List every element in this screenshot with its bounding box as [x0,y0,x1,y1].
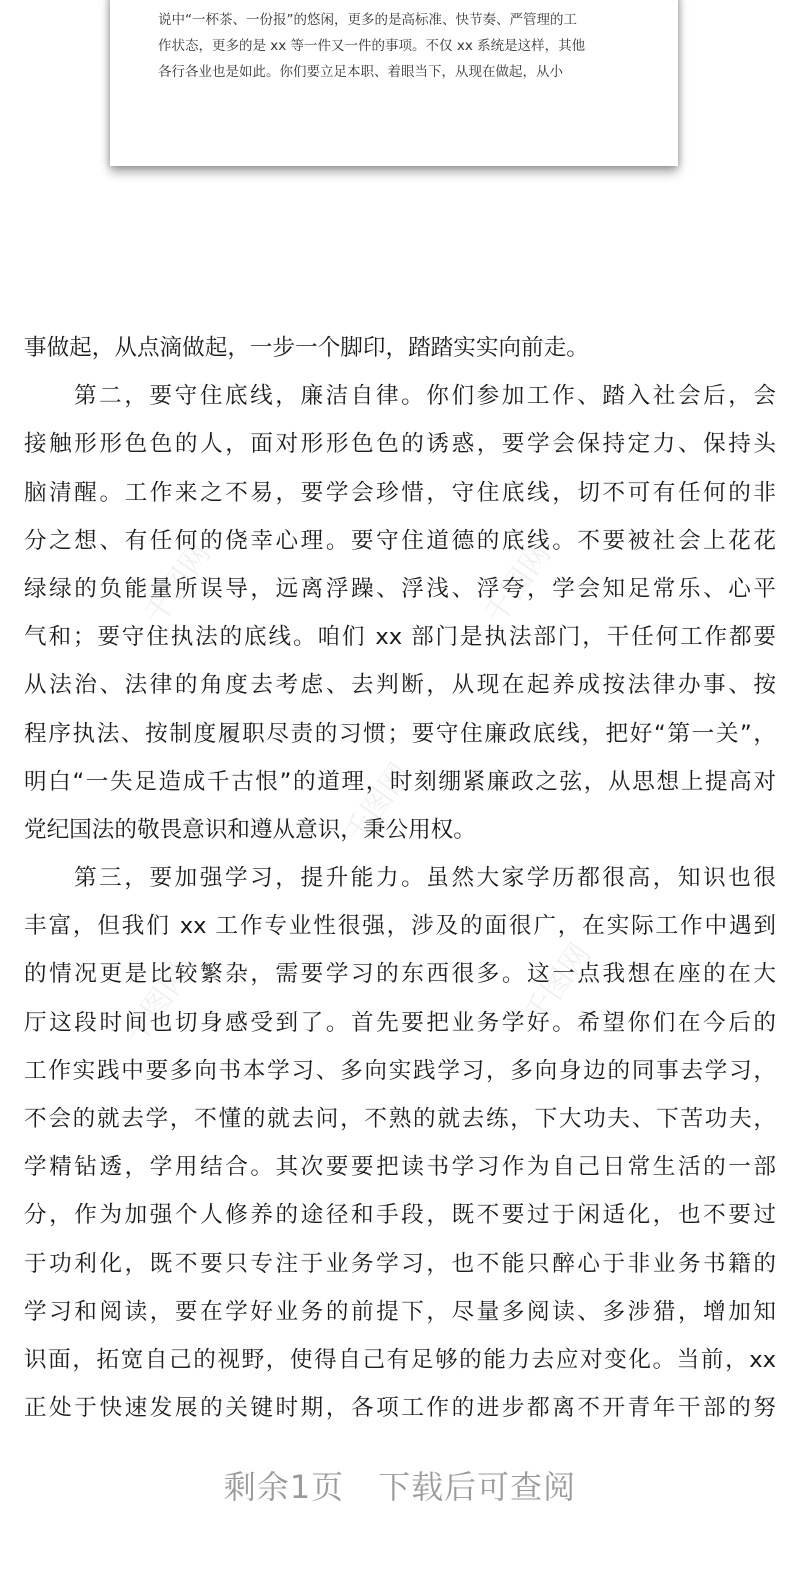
paragraph-line: 绿绿的负能量所误导，远离浮躁、浮浅、浮夸，学会知足常乐、心平 [24,575,776,602]
paragraph-line: 脑清醒。工作来之不易，要学会珍惜，守住底线，切不可有任何的非 [24,479,776,506]
paragraph-line: 程序执法、按制度履职尽责的习惯；要守住廉政底线，把好“第一关”， [24,720,776,747]
paragraph-line: 党纪国法的敬畏意识和遵从意识，秉公用权。 [24,816,476,843]
paragraph-line: 不会的就去学，不懂的就去问，不熟的就去练，下大功夫、下苦功夫， [24,1106,776,1132]
paragraph-line: 于功利化，既不要只专注于业务学习，也不能只醉心于非业务书籍的 [24,1250,776,1277]
paragraph-line: 工作实践中要多向书本学习、多向实践学习，多向身边的同事去学习， [24,1057,776,1084]
remaining-pages-label: 剩余1页 [223,1468,345,1506]
paragraph-line: 气和；要守住执法的底线。咱们 xx 部门是执法部门，干任何工作都要 [24,624,776,651]
watermark-icon: 千图网 [117,957,199,1051]
paragraph-line: 丰富，但我们 xx 工作专业性很强，涉及的面很广，在实际工作中遇到 [24,913,776,940]
paragraph-line: 学精钻透，学用结合。其次要要把读书学习作为自己日常生活的一部 [24,1154,776,1181]
paragraph-line: 接触形形色色的人，面对形形色色的诱惑，要学会保持定力、保持头 [24,431,776,458]
preview-line: 作状态，更多的是 xx 等一件又一件的事项。不仅 xx 系统是这样，其他 [158,38,586,54]
preview-line: 说中“一杯茶、一份报”的悠闲，更多的是高标准、快节奏、严管理的工 [158,12,577,28]
paragraph-line: 的情况更是比较繁杂，需要学习的东西很多。这一点我想在座的在大 [24,961,776,988]
paragraph-line: 厅这段时间也切身感受到了。首先要把业务学好。希望你们在今后的 [24,1009,776,1036]
paragraph-line: 第二，要守住底线，廉洁自律。你们参加工作、踏入社会后，会 [74,383,776,410]
watermark-icon: 千图网 [337,757,419,851]
paragraph-line: 分之想、有任何的侥幸心理。要守住道德的底线。不要被社会上花花 [24,527,776,554]
watermark-icon: 千图网 [477,537,559,631]
download-prompt[interactable] [0,1462,800,1508]
paragraph-line: 从法治、法律的角度去考虑、去判断，从现在起养成按法律办事、按 [24,672,776,699]
preview-card [110,0,678,166]
paragraph-line: 识面，拓宽自己的视野，使得自己有足够的能力去应对变化。当前，xx [24,1346,776,1373]
paragraph-line: 事做起，从点滴做起，一步一个脚印，踏踏实实向前走。 [24,335,589,361]
paragraph-line: 正处于快速发展的关键时期，各项工作的进步都离不开青年干部的努 [24,1395,776,1422]
watermark-icon: 千图网 [517,937,599,1031]
preview-line: 各行各业也是如此。你们要立足本职、着眼当下，从现在做起，从小 [158,64,563,80]
paragraph-line: 分，作为加强个人修养的途径和手段，既不要过于闲适化，也不要过 [24,1202,776,1229]
paragraph-line: 明白“一失足造成千古恨”的道理，时刻绷紧廉政之弦，从思想上提高对 [24,768,776,795]
document-body [24,324,776,1432]
download-hint-label: 下载后可查阅 [378,1468,577,1506]
paragraph-line: 第三，要加强学习，提升能力。虽然大家学历都很高，知识也很 [74,865,776,892]
watermark-icon: 千图网 [137,537,219,631]
paragraph-line: 学习和阅读，要在学好业务的前提下，尽量多阅读、多涉猎，增加知 [24,1298,776,1325]
